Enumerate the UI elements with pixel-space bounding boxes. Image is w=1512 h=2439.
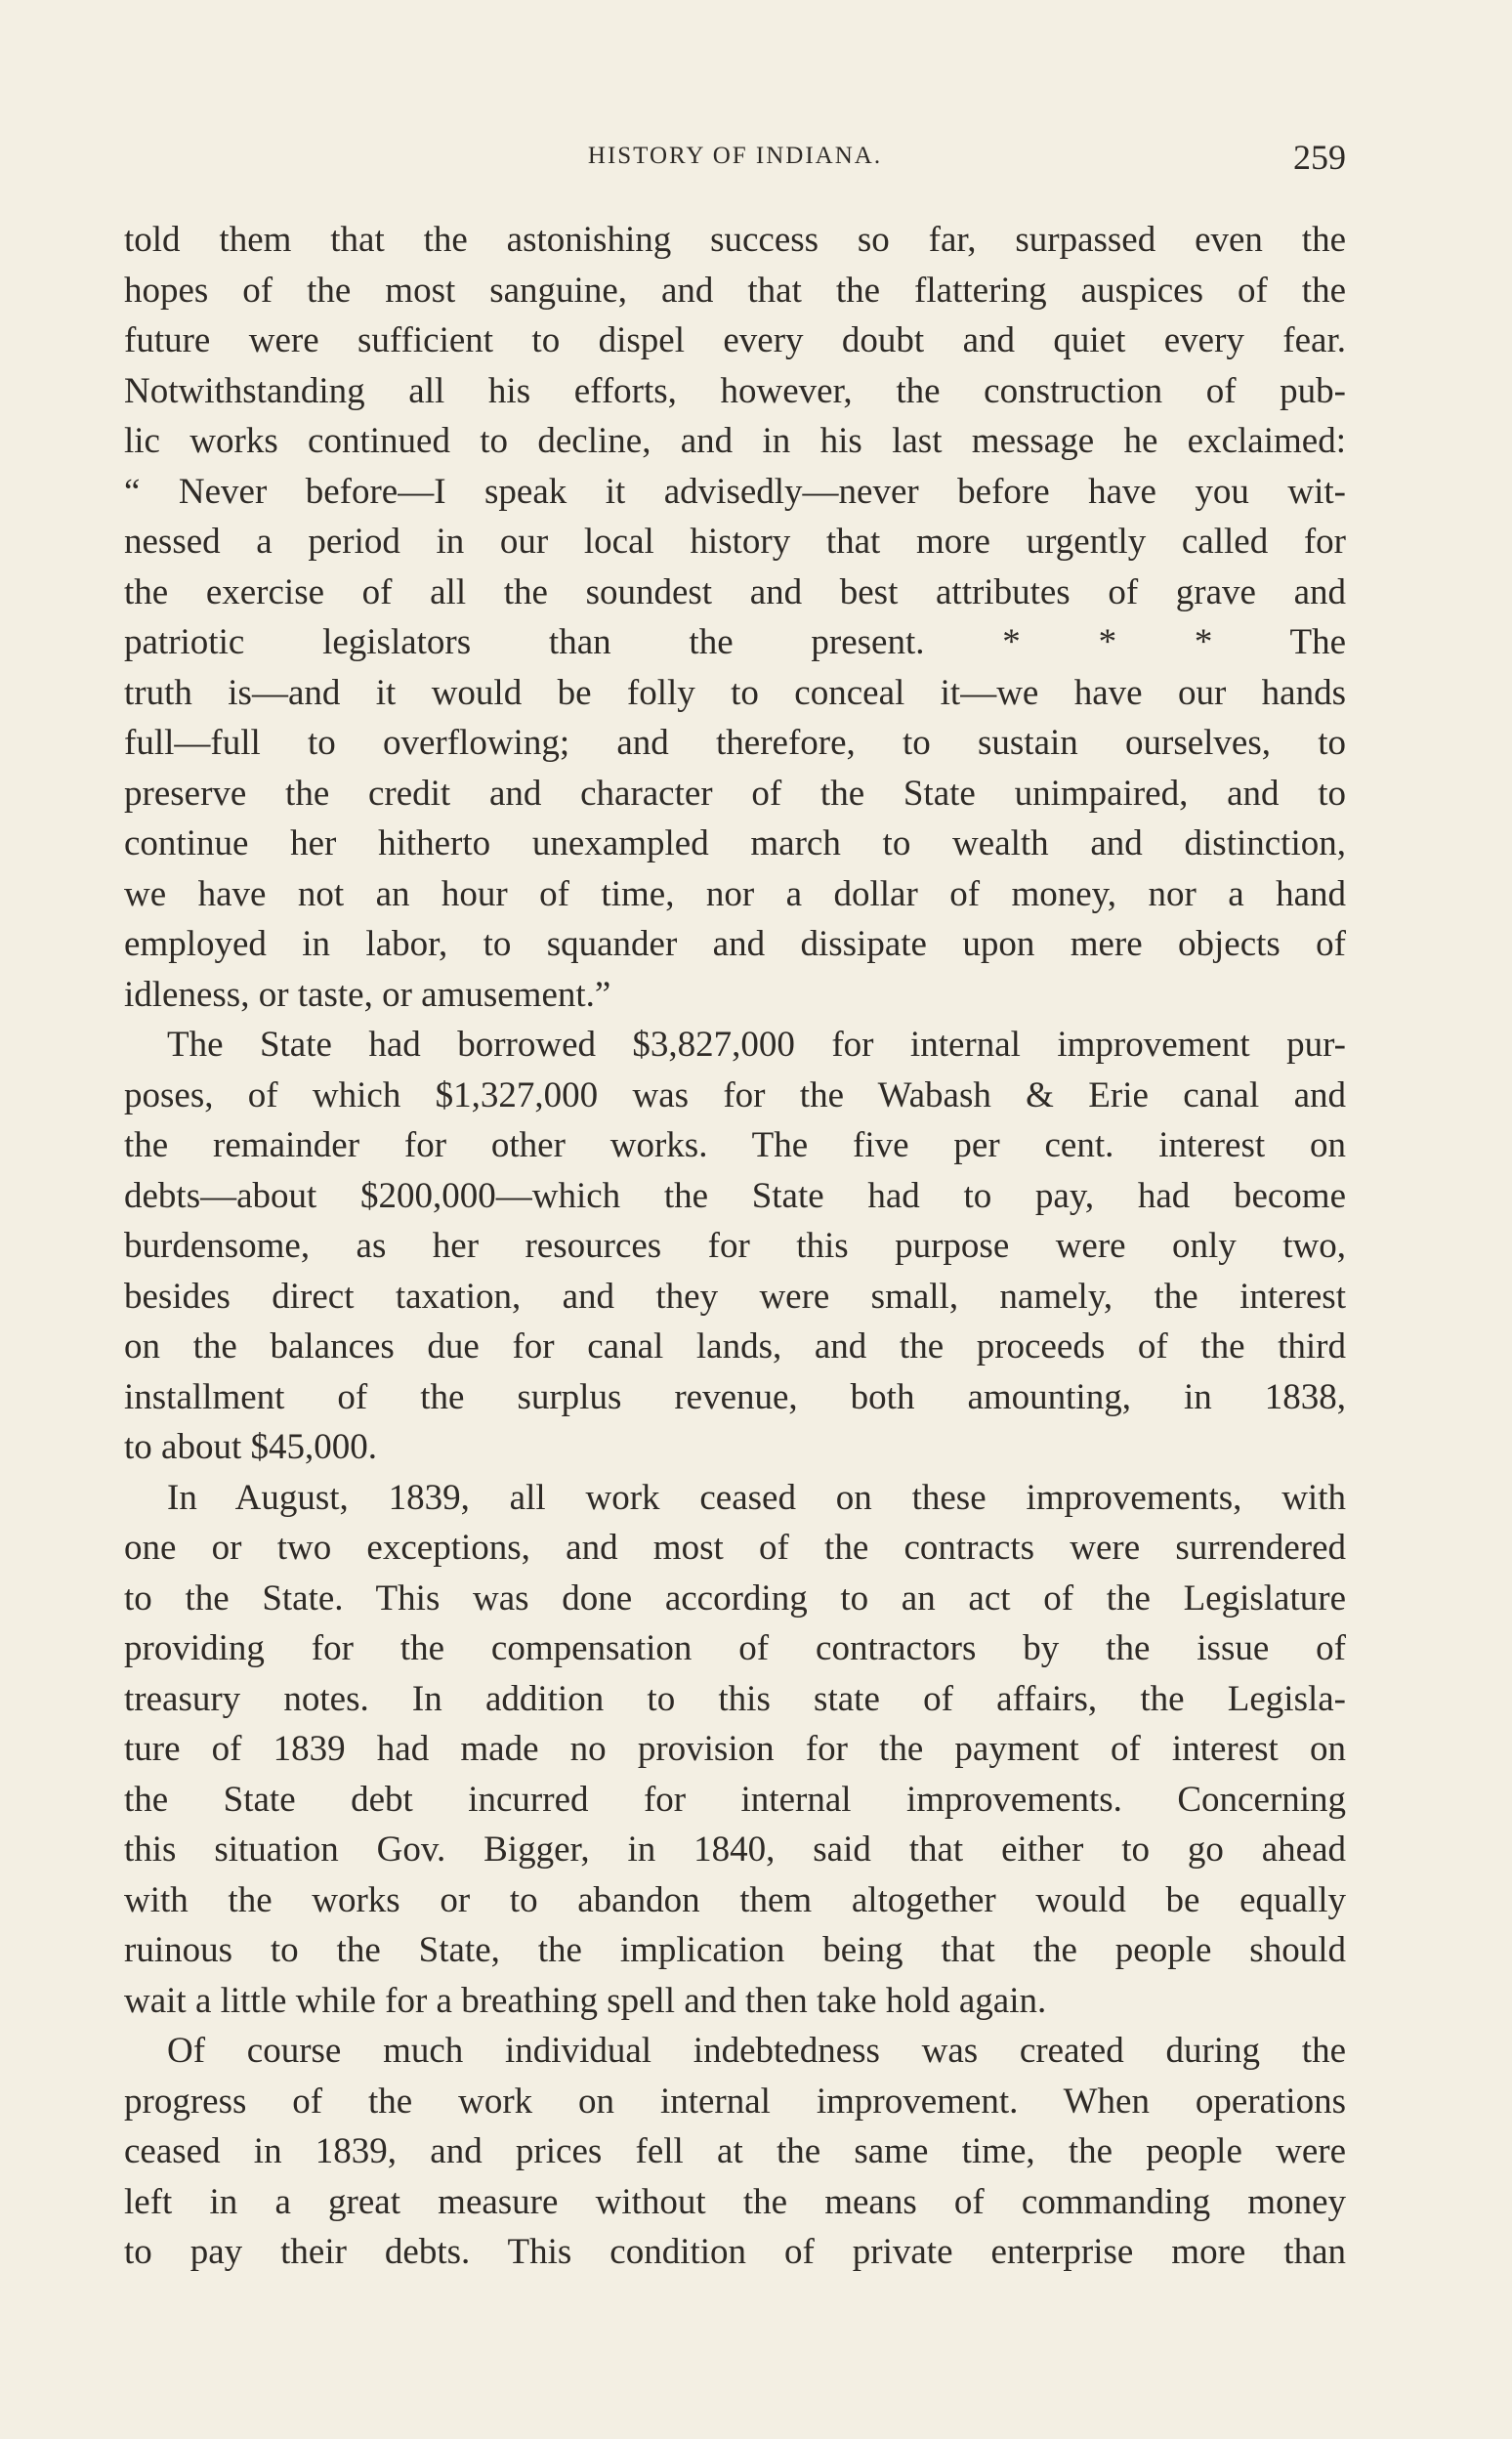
text-line: we have not an hour of time, nor a dollar of money, nor a hand xyxy=(124,873,1346,914)
running-head-title: HISTORY OF INDIANA. xyxy=(587,143,883,169)
text-line: wait a little while for a breathing spell and then take hold again. xyxy=(124,1980,1047,2021)
paragraph xyxy=(124,1020,1346,1473)
page-number: 259 xyxy=(1293,138,1346,177)
text-line: debts—about $200,000—which the State had to pay, had become xyxy=(124,1175,1346,1216)
page-body xyxy=(124,215,1346,2278)
text-line: besides direct taxation, and they were small, namely, the interest xyxy=(124,1276,1346,1317)
text-line: ture of 1839 had made no provision for the payment of interest on xyxy=(124,1729,1346,1769)
text-line: one or two exceptions, and most of the contracts were surrendered xyxy=(124,1528,1346,1568)
text-line: nessed a period in our local history that more urgently called for xyxy=(124,522,1346,562)
paragraph xyxy=(124,2026,1346,2278)
text-line: the State debt incurred for internal improvements. Concerning xyxy=(124,1779,1346,1820)
text-line: Of course much individual indebtedness was created during the xyxy=(167,2031,1346,2071)
text-line: to the State. This was done according to an act of the Legislature xyxy=(124,1577,1346,1619)
text-line: the exercise of all the soundest and best attributes of grave and xyxy=(124,571,1346,612)
text-line: ceased in 1839, and prices fell at the same time, the people were xyxy=(124,2131,1346,2171)
paragraph xyxy=(124,215,1346,1020)
text-line: with the works or to abandon them altogether would be equally xyxy=(124,1879,1346,1920)
text-line: Notwithstanding all his efforts, however, the construction of pub- xyxy=(124,370,1346,411)
text-line: told them that the astonishing success so far, surpassed even the xyxy=(124,220,1346,260)
text-line: patriotic legislators than the present. * * * The xyxy=(124,622,1346,662)
running-head xyxy=(124,137,1346,176)
text-line: idleness, or taste, or amusement.” xyxy=(124,974,611,1015)
text-line: preserve the credit and character of the State unimpaired, and to xyxy=(124,773,1346,814)
text-line: treasury notes. In addition to this state of affairs, the Legisla- xyxy=(124,1678,1346,1719)
text-line: the remainder for other works. The five per cent. interest on xyxy=(124,1125,1346,1165)
text-line: continue her hitherto unexampled march to wealth and distinction, xyxy=(124,823,1346,863)
text-line: progress of the work on internal improvement. When operations xyxy=(124,2081,1346,2122)
text-line: this situation Gov. Bigger, in 1840, said that either to go ahead xyxy=(124,1829,1346,1870)
text-line: hopes of the most sanguine, and that the flattering auspices of the xyxy=(124,270,1346,311)
text-line: future were sufficient to dispel every doubt and quiet every fear. xyxy=(124,320,1346,360)
text-line: installment of the surplus revenue, both amounting, in 1838, xyxy=(124,1376,1346,1417)
text-line: burdensome, as her resources for this purpose were only two, xyxy=(124,1226,1346,1266)
text-line: to about $45,000. xyxy=(124,1427,377,1467)
text-line: “ Never before—I speak it advisedly—never before have you wit- xyxy=(124,471,1346,512)
text-line: In August, 1839, all work ceased on these improvements, with xyxy=(167,1477,1346,1518)
text-line: lic works continued to decline, and in his last message he exclaimed: xyxy=(124,421,1346,461)
text-line: truth is—and it would be folly to conceal it—we have our hands xyxy=(124,672,1346,713)
text-line: to pay their debts. This condition of private enterprise more than xyxy=(124,2232,1346,2272)
text-line: ruinous to the State, the implication being that the people should xyxy=(124,1930,1346,1970)
text-line: The State had borrowed $3,827,000 for internal improvement pur- xyxy=(167,1025,1346,1065)
paragraph xyxy=(124,1473,1346,2027)
text-line: full—full to overflowing; and therefore, to sustain ourselves, to xyxy=(124,723,1346,763)
text-line: providing for the compensation of contractors by the issue of xyxy=(124,1628,1346,1668)
text-line: poses, of which $1,327,000 was for the Wabash & Erie canal and xyxy=(124,1074,1346,1115)
text-line: employed in labor, to squander and dissipate upon mere objects of xyxy=(124,924,1346,964)
text-line: on the balances due for canal lands, and the proceeds of the third xyxy=(124,1326,1346,1367)
text-line: left in a great measure without the means of commanding money xyxy=(124,2181,1346,2222)
